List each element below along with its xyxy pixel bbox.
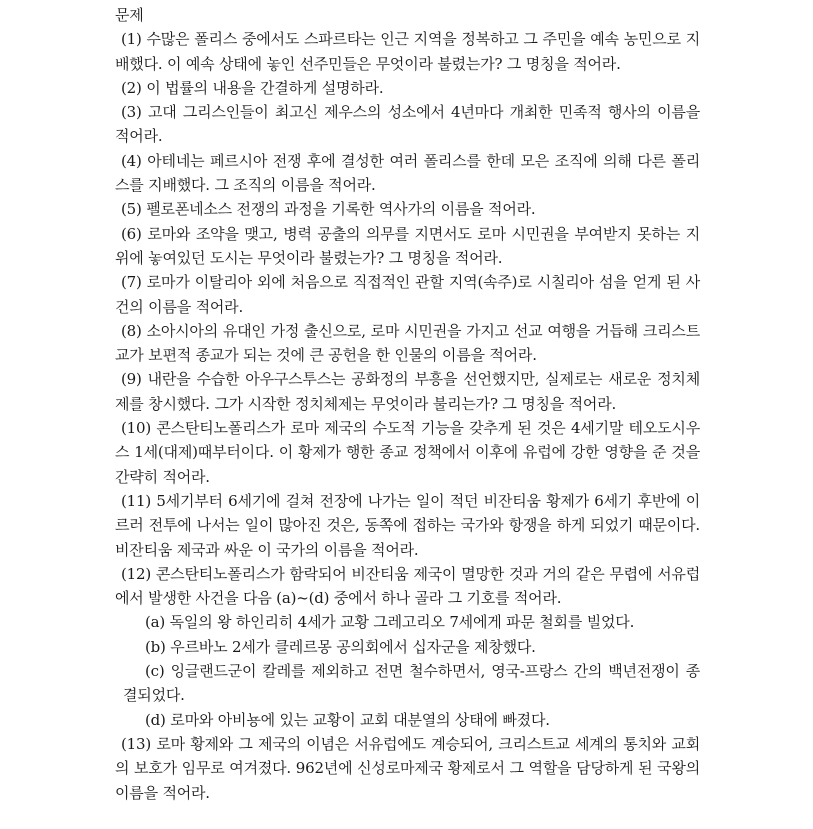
question-number: (9) (121, 370, 142, 389)
question-number: (3) (121, 103, 142, 122)
question-text: 수많은 폴리스 중에서도 스파르타는 인근 지역을 정복하고 그 주민을 예속 농민으로 지배했다. 이 예속 상태에 놓인 선주민들은 무엇이라 불렸는가? 그 명칭을 적어라. (115, 30, 700, 73)
question-12 (115, 562, 700, 611)
option-label: (b) (145, 637, 166, 656)
question-number: (5) (121, 200, 142, 219)
option-label: (a) (145, 613, 166, 632)
document-page (115, 0, 700, 805)
question-text: 고대 그리스인들이 최고신 제우스의 성소에서 4년마다 개최한 민족적 행사의 이름을 적어라. (115, 103, 700, 146)
question-number: (7) (121, 273, 142, 292)
option-text: 독일의 왕 하인리히 4세가 교황 그레고리오 7세에게 파문 철회를 빌었다. (169, 613, 635, 632)
option-text: 잉글랜드군이 칼레를 제외하고 전면 철수하면서, 영국-프랑스 간의 백년전쟁이 종결되었다. (123, 662, 700, 705)
option-c (123, 659, 700, 708)
option-a (123, 610, 700, 634)
question-text: 내란을 수습한 아우구스투스는 공화정의 부흥을 선언했지만, 실제로는 새로운 정치체제를 창시했다. 그가 시작한 정치체제는 무엇이라 불리는가? 그 명칭을 적어라. (115, 370, 700, 413)
option-text: 로마와 아비뇽에 있는 교황이 교회 대분열의 상태에 빠졌다. (170, 710, 550, 729)
question-text: 로마 황제와 그 제국의 이념은 서유럽에도 계승되어, 크리스트교 세계의 통치와 교회의 보호가 임무로 여겨졌다. 962년에 신성로마제국 황제로서 그 역할을 담당하게 된 국왕의 이름을 적어라. (115, 734, 700, 802)
option-label: (c) (145, 662, 165, 681)
question-8 (115, 319, 700, 368)
question-number: (2) (121, 78, 142, 97)
question-number: (6) (121, 224, 142, 243)
option-d (123, 708, 700, 732)
question-9 (115, 367, 700, 416)
question-text: 콘스탄티노폴리스가 로마 제국의 수도적 기능을 갖추게 된 것은 4세기말 테오도시우스 1세(대제)때부터이다. 이 황제가 행한 종교 정책에서 이후에 유럽에 강한 영향을 준 것을 간략히 적어라. (115, 419, 700, 486)
question-text: 로마가 이탈리아 외에 처음으로 직접적인 관할 지역(속주)로 시칠리아 섬을 얻게 된 사건의 이름을 적어라. (115, 273, 700, 316)
question-7 (115, 270, 700, 319)
question-text: 이 법률의 내용을 간결하게 설명하라. (146, 78, 384, 97)
question-number: (4) (121, 151, 142, 170)
question-text: 콘스탄티노폴리스가 함락되어 비잔티움 제국이 멸망한 것과 거의 같은 무렵에 서유럽에서 발생한 사건을 다음 (a)~(d) 중에서 하나 골라 그 기호를 적어라. (115, 564, 700, 608)
question-text: 소아시아의 유대인 가정 출신으로, 로마 시민권을 가지고 선교 여행을 거듭해 크리스트교가 보편적 종교가 되는 것에 큰 공헌을 한 인물의 이름을 적어라. (115, 321, 700, 365)
question-number: (8) (121, 321, 142, 340)
question-text: 펠로폰네소스 전쟁의 과정을 기록한 역사가의 이름을 적어라. (146, 200, 536, 219)
question-text: 5세기부터 6세기에 걸쳐 전장에 나가는 일이 적던 비잔티움 황제가 6세기 후반에 이르러 전투에 나서는 일이 많아진 것은, 동쪽에 접하는 국가와 항쟁을 하게 되었기 때문이다. 비잔티움 제국과 싸운 이 국가의 이름을 적어라. (115, 491, 700, 559)
option-b (123, 635, 700, 659)
question-3 (115, 100, 700, 149)
question-13 (115, 732, 700, 805)
question-2 (115, 76, 700, 100)
section-heading: 문제 (115, 6, 144, 24)
option-label: (d) (145, 710, 166, 729)
question-5 (115, 197, 700, 221)
question-11 (115, 489, 700, 562)
question-number: (1) (121, 30, 142, 49)
question-10 (115, 416, 700, 489)
question-6 (115, 222, 700, 271)
question-4 (115, 149, 700, 198)
question-text: 아테네는 페르시아 전쟁 후에 결성한 여러 폴리스를 한데 모은 조직에 의해 다른 폴리스를 지배했다. 그 조직의 이름을 적어라. (115, 151, 700, 195)
question-number: (11) (121, 491, 151, 510)
question-number: (10) (121, 419, 151, 438)
question-number: (12) (121, 564, 151, 583)
question-number: (13) (121, 734, 151, 753)
question-1 (115, 27, 700, 76)
option-text: 우르바노 2세가 클레르몽 공의회에서 십자군을 제창했다. (170, 637, 536, 656)
question-text: 로마와 조약을 맺고, 병력 공출의 의무를 지면서도 로마 시민권을 부여받지 못하는 지위에 놓여있던 도시는 무엇이라 불렸는가? 그 명칭을 적어라. (115, 224, 700, 267)
